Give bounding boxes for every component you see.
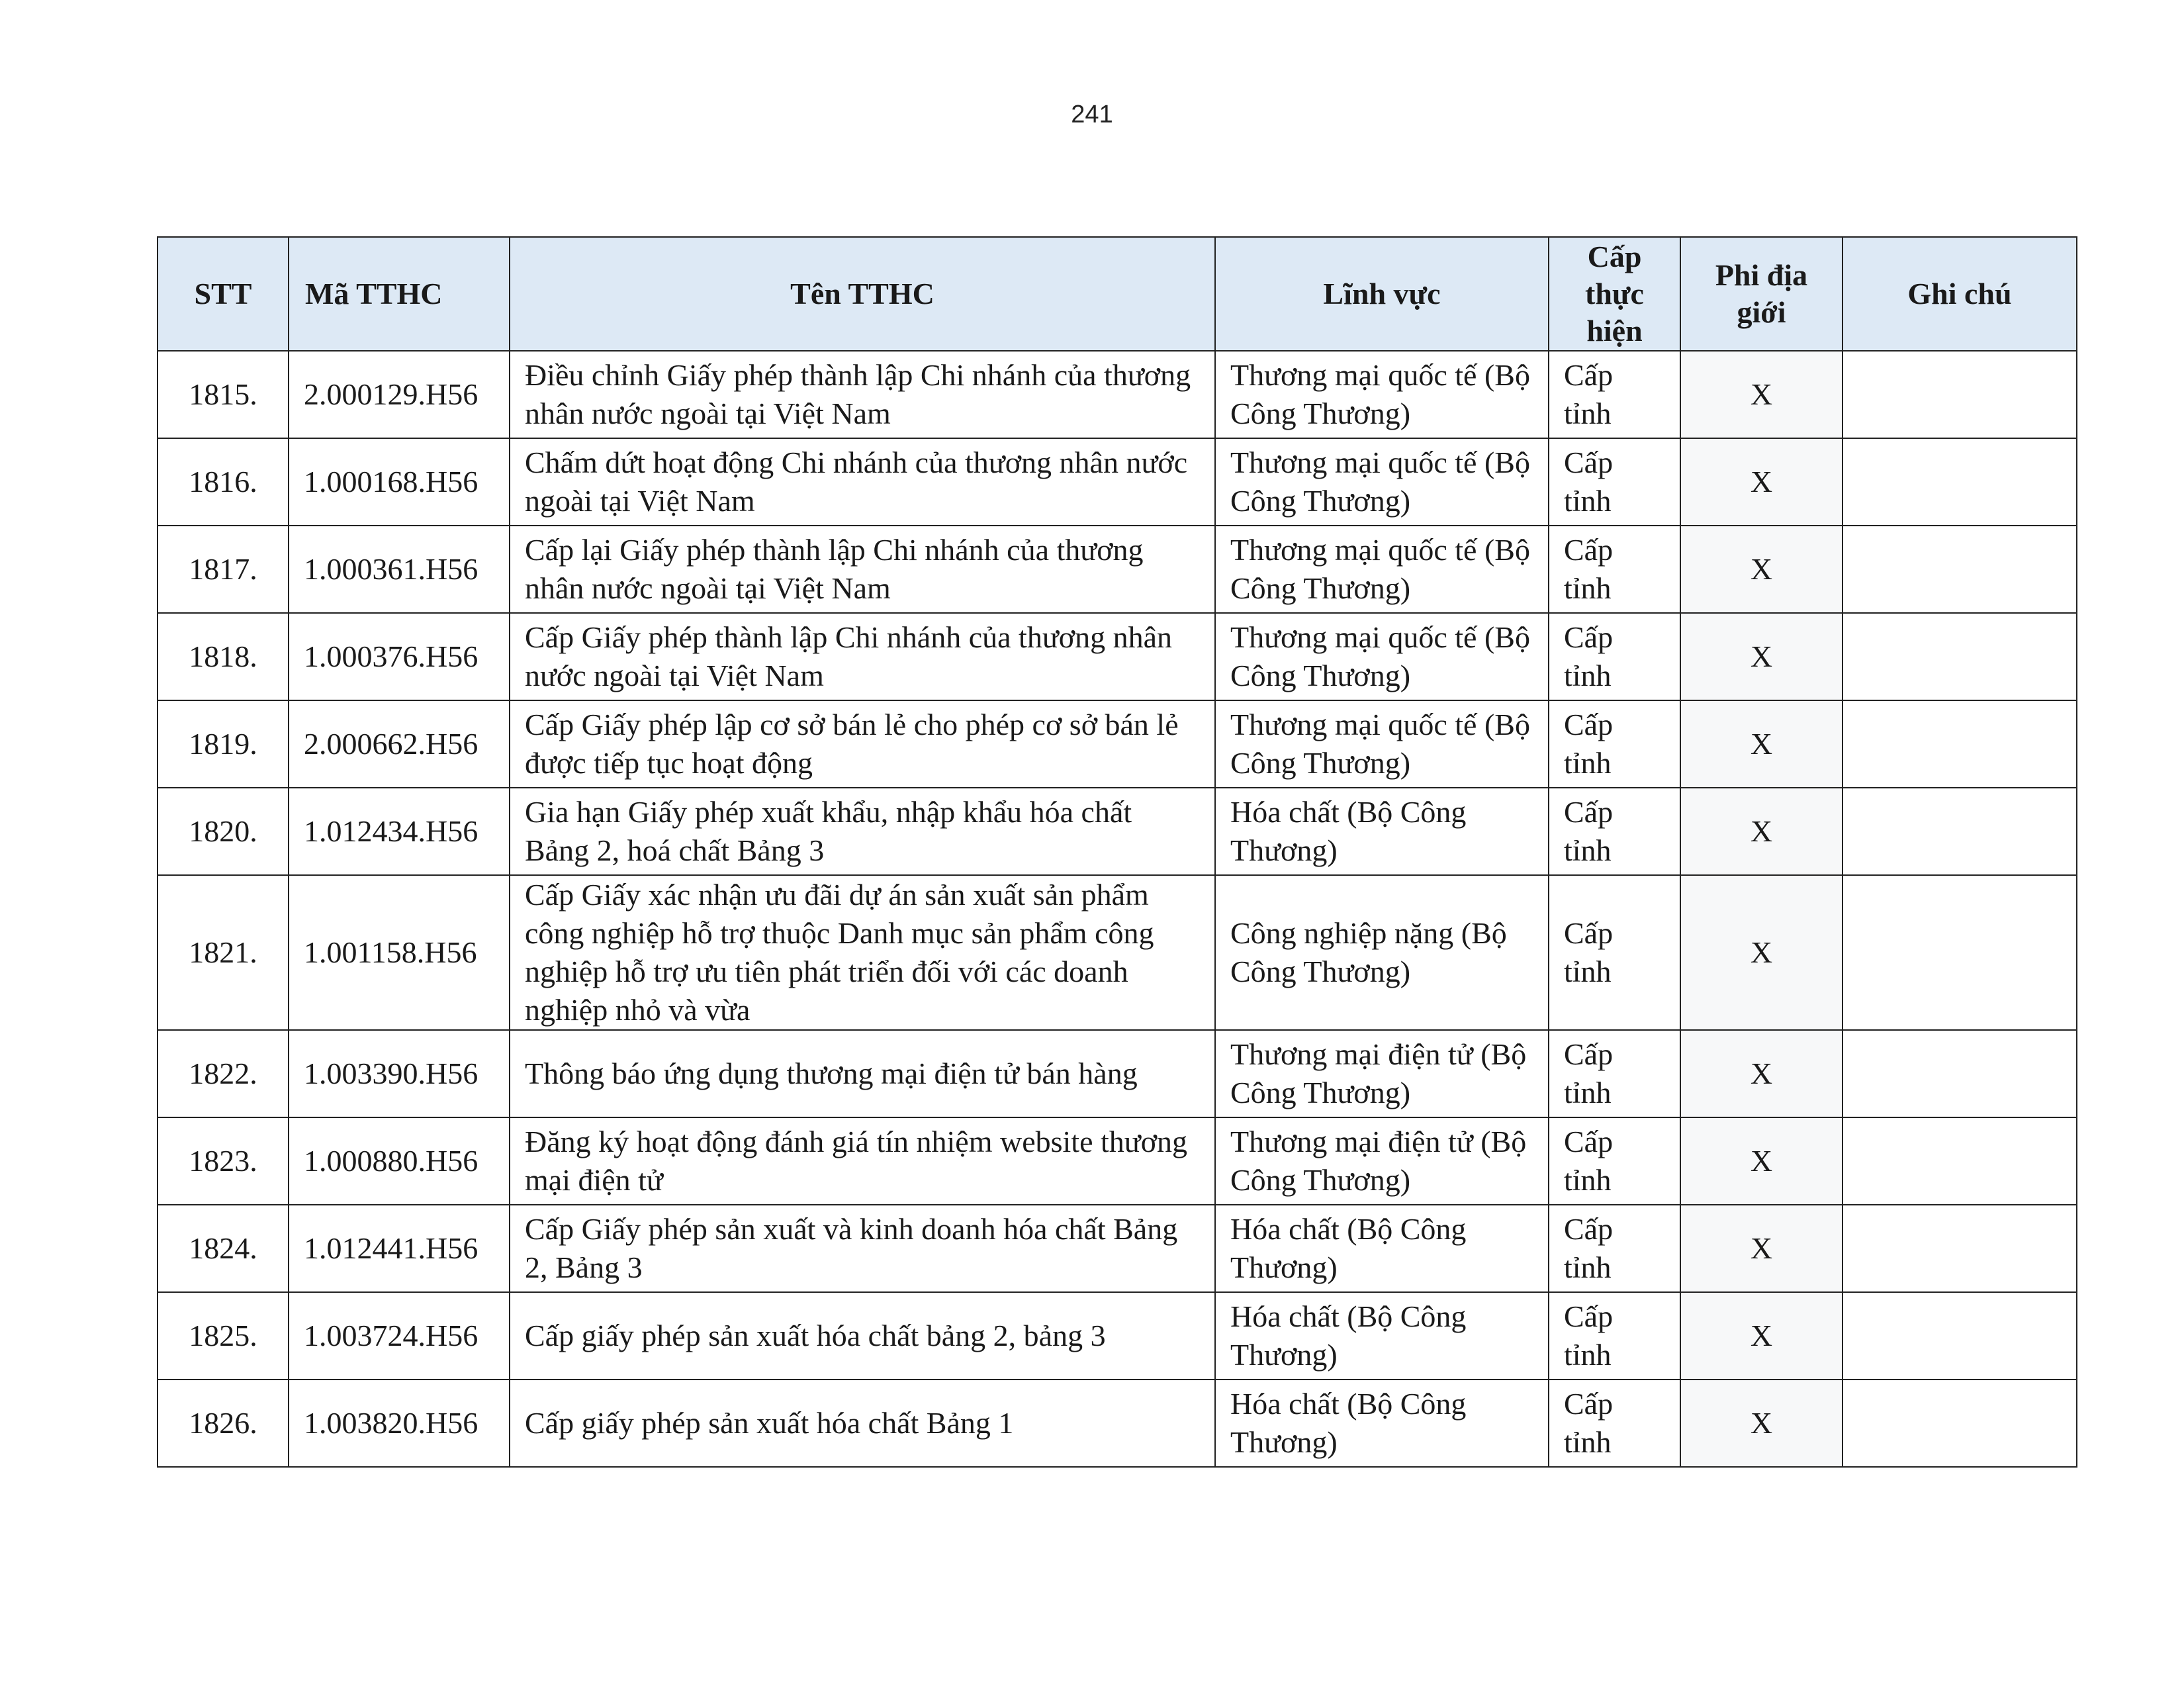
cell-phi-dia-gioi: X (1680, 351, 1843, 438)
cell-ghi-chu (1843, 351, 2077, 438)
cell-ma-tthc: 1.003724.H56 (289, 1292, 510, 1380)
cell-cap-thuc-hien: Cấp tỉnh (1549, 1205, 1680, 1292)
cell-linh-vuc: Thương mại quốc tế (Bộ Công Thương) (1215, 526, 1549, 613)
cell-ghi-chu (1843, 1292, 2077, 1380)
header-ma-tthc: Mã TTHC (289, 237, 510, 351)
cell-phi-dia-gioi: X (1680, 438, 1843, 526)
table-header-row (158, 237, 2077, 351)
cell-cap-thuc-hien: Cấp tỉnh (1549, 1380, 1680, 1467)
cell-phi-dia-gioi: X (1680, 788, 1843, 875)
cell-ma-tthc: 1.000880.H56 (289, 1117, 510, 1205)
cell-stt: 1824. (158, 1205, 289, 1292)
cell-stt: 1823. (158, 1117, 289, 1205)
cell-linh-vuc: Thương mại điện tử (Bộ Công Thương) (1215, 1030, 1549, 1117)
cell-linh-vuc: Hóa chất (Bộ Công Thương) (1215, 1205, 1549, 1292)
cell-ten-tthc: Gia hạn Giấy phép xuất khẩu, nhập khẩu hóa chất Bảng 2, hoá chất Bảng 3 (510, 788, 1215, 875)
cell-linh-vuc: Hóa chất (Bộ Công Thương) (1215, 1292, 1549, 1380)
cell-cap-thuc-hien: Cấp tỉnh (1549, 875, 1680, 1030)
cell-cap-thuc-hien: Cấp tỉnh (1549, 351, 1680, 438)
cell-ghi-chu (1843, 1117, 2077, 1205)
header-ghi-chu: Ghi chú (1843, 237, 2077, 351)
cell-ghi-chu (1843, 438, 2077, 526)
cell-cap-thuc-hien: Cấp tỉnh (1549, 438, 1680, 526)
cell-ghi-chu (1843, 700, 2077, 788)
cell-ma-tthc: 2.000662.H56 (289, 700, 510, 788)
header-stt: STT (158, 237, 289, 351)
table-row (158, 1205, 2077, 1292)
cell-phi-dia-gioi: X (1680, 700, 1843, 788)
cell-stt: 1822. (158, 1030, 289, 1117)
page-number: 241 (1071, 101, 1113, 128)
cell-phi-dia-gioi: X (1680, 875, 1843, 1030)
cell-ten-tthc: Thông báo ứng dụng thương mại điện tử bán hàng (510, 1030, 1215, 1117)
cell-stt: 1819. (158, 700, 289, 788)
header-phi-dia-gioi: Phi địa giới (1680, 237, 1843, 351)
cell-linh-vuc: Thương mại quốc tế (Bộ Công Thương) (1215, 351, 1549, 438)
cell-stt: 1815. (158, 351, 289, 438)
table-row (158, 1292, 2077, 1380)
table-row (158, 700, 2077, 788)
table-row (158, 1117, 2077, 1205)
cell-linh-vuc: Hóa chất (Bộ Công Thương) (1215, 1380, 1549, 1467)
procedures-table (157, 236, 2077, 1468)
cell-linh-vuc: Thương mại điện tử (Bộ Công Thương) (1215, 1117, 1549, 1205)
table-row (158, 351, 2077, 438)
cell-cap-thuc-hien: Cấp tỉnh (1549, 1030, 1680, 1117)
cell-linh-vuc: Công nghiệp nặng (Bộ Công Thương) (1215, 875, 1549, 1030)
cell-ma-tthc: 1.000376.H56 (289, 613, 510, 700)
cell-ten-tthc: Cấp giấy phép sản xuất hóa chất bảng 2, bảng 3 (510, 1292, 1215, 1380)
cell-ghi-chu (1843, 613, 2077, 700)
cell-phi-dia-gioi: X (1680, 1205, 1843, 1292)
cell-ten-tthc: Cấp Giấy phép lập cơ sở bán lẻ cho phép cơ sở bán lẻ được tiếp tục hoạt động (510, 700, 1215, 788)
cell-phi-dia-gioi: X (1680, 526, 1843, 613)
cell-ten-tthc: Chấm dứt hoạt động Chi nhánh của thương nhân nước ngoài tại Việt Nam (510, 438, 1215, 526)
cell-linh-vuc: Hóa chất (Bộ Công Thương) (1215, 788, 1549, 875)
cell-ghi-chu (1843, 1380, 2077, 1467)
cell-ma-tthc: 1.012434.H56 (289, 788, 510, 875)
cell-ma-tthc: 1.003390.H56 (289, 1030, 510, 1117)
header-linh-vuc: Lĩnh vực (1215, 237, 1549, 351)
cell-stt: 1820. (158, 788, 289, 875)
cell-cap-thuc-hien: Cấp tỉnh (1549, 1117, 1680, 1205)
cell-phi-dia-gioi: X (1680, 1380, 1843, 1467)
cell-ten-tthc: Cấp Giấy phép sản xuất và kinh doanh hóa chất Bảng 2, Bảng 3 (510, 1205, 1215, 1292)
cell-ten-tthc: Đăng ký hoạt động đánh giá tín nhiệm website thương mại điện tử (510, 1117, 1215, 1205)
cell-stt: 1816. (158, 438, 289, 526)
cell-stt: 1826. (158, 1380, 289, 1467)
cell-cap-thuc-hien: Cấp tỉnh (1549, 526, 1680, 613)
cell-linh-vuc: Thương mại quốc tế (Bộ Công Thương) (1215, 700, 1549, 788)
cell-ten-tthc: Cấp Giấy phép thành lập Chi nhánh của thương nhân nước ngoài tại Việt Nam (510, 613, 1215, 700)
cell-ghi-chu (1843, 526, 2077, 613)
cell-ma-tthc: 1.003820.H56 (289, 1380, 510, 1467)
table-row (158, 875, 2077, 1030)
cell-stt: 1821. (158, 875, 289, 1030)
cell-phi-dia-gioi: X (1680, 1117, 1843, 1205)
table-row (158, 526, 2077, 613)
cell-stt: 1825. (158, 1292, 289, 1380)
cell-stt: 1818. (158, 613, 289, 700)
cell-ghi-chu (1843, 875, 2077, 1030)
cell-ma-tthc: 1.001158.H56 (289, 875, 510, 1030)
cell-cap-thuc-hien: Cấp tỉnh (1549, 613, 1680, 700)
header-ten-tthc: Tên TTHC (510, 237, 1215, 351)
table-row (158, 788, 2077, 875)
cell-stt: 1817. (158, 526, 289, 613)
table-row (158, 438, 2077, 526)
cell-ma-tthc: 1.012441.H56 (289, 1205, 510, 1292)
cell-ten-tthc: Cấp lại Giấy phép thành lập Chi nhánh của thương nhân nước ngoài tại Việt Nam (510, 526, 1215, 613)
table-row (158, 613, 2077, 700)
cell-ten-tthc: Cấp giấy phép sản xuất hóa chất Bảng 1 (510, 1380, 1215, 1467)
cell-linh-vuc: Thương mại quốc tế (Bộ Công Thương) (1215, 438, 1549, 526)
cell-phi-dia-gioi: X (1680, 1292, 1843, 1380)
cell-cap-thuc-hien: Cấp tỉnh (1549, 788, 1680, 875)
cell-ma-tthc: 1.000168.H56 (289, 438, 510, 526)
cell-ghi-chu (1843, 788, 2077, 875)
cell-phi-dia-gioi: X (1680, 613, 1843, 700)
cell-linh-vuc: Thương mại quốc tế (Bộ Công Thương) (1215, 613, 1549, 700)
cell-cap-thuc-hien: Cấp tỉnh (1549, 1292, 1680, 1380)
cell-ghi-chu (1843, 1030, 2077, 1117)
cell-cap-thuc-hien: Cấp tỉnh (1549, 700, 1680, 788)
cell-ten-tthc: Cấp Giấy xác nhận ưu đãi dự án sản xuất sản phẩm công nghiệp hỗ trợ thuộc Danh mục sản phẩm công nghiệp hỗ trợ ưu tiên phát triển đối với các doanh nghiệp nhỏ và vừa (510, 875, 1215, 1030)
header-cap-thuc-hien: Cấp thực hiện (1549, 237, 1680, 351)
cell-ma-tthc: 1.000361.H56 (289, 526, 510, 613)
cell-phi-dia-gioi: X (1680, 1030, 1843, 1117)
table-row (158, 1030, 2077, 1117)
table-row (158, 1380, 2077, 1467)
cell-ma-tthc: 2.000129.H56 (289, 351, 510, 438)
cell-ghi-chu (1843, 1205, 2077, 1292)
cell-ten-tthc: Điều chỉnh Giấy phép thành lập Chi nhánh của thương nhân nước ngoài tại Việt Nam (510, 351, 1215, 438)
